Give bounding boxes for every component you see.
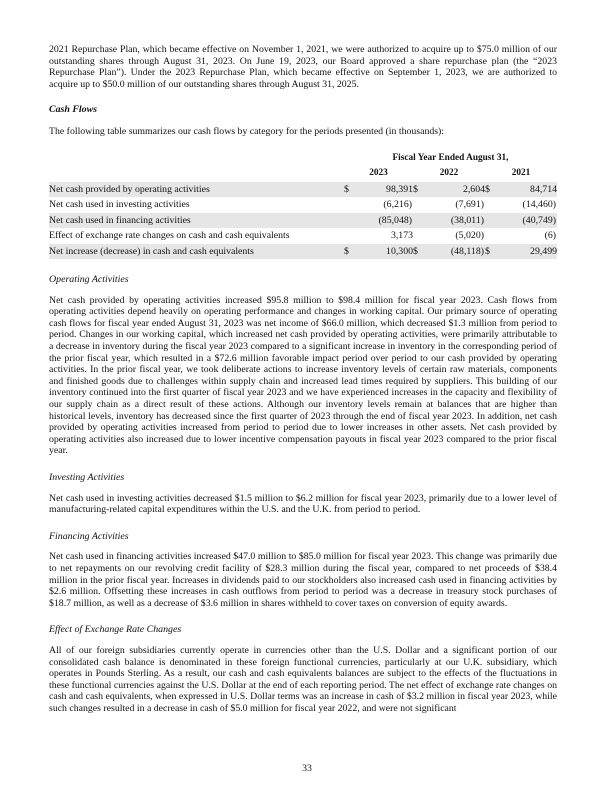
row-label: Net increase (decrease) in cash and cash equivalents (49, 244, 344, 260)
currency-symbol: $ (413, 182, 429, 198)
cash-flows-table-body (49, 182, 557, 260)
value-2023: 98,391 (357, 182, 413, 198)
cash-flows-table-header (49, 151, 557, 182)
currency-symbol (485, 228, 503, 244)
currency-symbol: $ (344, 244, 357, 260)
value-2022: (7,691) (455, 199, 484, 211)
value-2021: 84,714 (503, 182, 557, 198)
table-year-row (49, 166, 557, 182)
currency-symbol (485, 197, 503, 213)
paragraph-exchange-rate-changes: All of our foreign subsidiaries currently operate in currencies other than the U.S. Dollar and a significant portion of our consolidated cash balance is denominated in these foreign functional currencies, particularly at our U.K. subsidiary, which operates in Pounds Sterling. As a result, our cash and cash equivalents balances are subject to the effects of the fluctuations in these functional currencies against the U.S. Dollar at the end of each reporting period. The net effect of exchange rate changes on cash and cash equivalents, when expressed in U.S. Dollar terms was an increase in cash of $3.2 million in fiscal year 2023, while such changes resulted in a decrease in cash of $5.0 million for fiscal year 2022, and were not significant (49, 644, 557, 714)
currency-symbol (413, 228, 429, 244)
page-number: 33 (302, 763, 312, 774)
value-2023: (85,048) (357, 213, 413, 229)
paragraph-operating-activities: Net cash provided by operating activities increased $95.8 million to $98.4 million for fiscal year 2023. Cash flows from operating activities depend heavily on operating performance and changes in working capital. Our primary source of operating cash flows for fiscal year ended August 31, 2023 was net income of $66.0 million, which decreased $1.3 million from period to period. Changes in our working capital, which increased net cash provided by operating activities, were primarily attributable to a decrease in inventory during the fiscal year 2023 compared to a significant increase in inventory in the corresponding period of the prior fiscal year, which resulted in a $72.6 million favorable impact period over period to our cash provided by operating activities. In the prior fiscal year, we took deliberate actions to increase inventory levels of certain raw materials, components and finished goods due to challenges within supply chain and increased lead times required by suppliers. This building of our inventory continued into the first quarter of fiscal year 2023 and we have experienced increases in the capacity and flexibility of our supply chain as a direct result of these actions. Although our inventory levels remain at balances that are higher than historical levels, inventory has decreased since the first quarter of 2023 through the end of fiscal year 2023. In addition, net cash provided by operating activities increased from period to period due to lower increases in other assets. Net cash provided by operating activities also increased due to lower incentive compensation payouts in fiscal year 2023 compared to the prior fiscal year. (49, 294, 557, 457)
currency-symbol (413, 197, 429, 213)
row-label: Effect of exchange rate changes on cash and cash equivalents (49, 230, 290, 242)
currency-symbol (344, 228, 357, 244)
value-2022: 2,604 (429, 182, 485, 198)
table-row-operating (49, 182, 557, 198)
value-2021: (14,460) (522, 199, 556, 211)
paragraph-investing-activities: Net cash used in investing activities decreased $1.5 million to $6.2 million for fiscal year 2023, primarily due to a lower level of manufacturing-related capital expenditures within the U.S. and the U.K. from period to period. (49, 492, 557, 516)
header-spacer (49, 166, 344, 182)
row-label: Net cash used in financing activities (49, 213, 344, 229)
value-2021: 29,499 (503, 244, 557, 260)
table-year-2021: 2021 (511, 168, 531, 179)
heading-exchange-rate-changes: Effect of Exchange Rate Changes (49, 624, 182, 636)
section-investing-activities (49, 472, 557, 516)
value-2023: 10,300 (357, 244, 413, 260)
table-header-group-row (49, 151, 557, 167)
value-2022: (38,011) (429, 213, 485, 229)
section-financing-activities (49, 531, 557, 610)
table-row-net-increase (49, 244, 557, 260)
value-2023: (6,216) (383, 199, 412, 211)
currency-symbol: $ (413, 244, 429, 260)
currency-symbol: $ (344, 182, 357, 198)
cash-flows-table (49, 151, 557, 260)
cash-flows-table-intro: The following table summarizes our cash flows by category for the periods presented (in thousands): (49, 125, 445, 137)
table-year-2022: 2022 (439, 168, 459, 179)
table-year-2023: 2023 (369, 168, 388, 179)
value-2022: (48,118) (429, 244, 485, 260)
table-row-investing (49, 197, 557, 213)
table-header-fiscal-year: Fiscal Year Ended August 31, (392, 152, 509, 163)
heading-financing-activities: Financing Activities (49, 530, 129, 542)
value-2023: 3,173 (390, 230, 413, 242)
value-2022: (5,020) (455, 230, 484, 242)
table-row-financing (49, 213, 557, 229)
row-label: Net cash provided by operating activities (49, 182, 344, 198)
heading-investing-activities: Investing Activities (49, 471, 125, 483)
currency-symbol (344, 197, 357, 213)
paragraph-financing-activities: Net cash used in financing activities increased $47.0 million to $85.0 million for fiscal year 2023. This change was primarily due to net repayments on our revolving credit facility of $28.3 million during the fiscal year, compared to net proceeds of $38.4 million in the prior fiscal year. Increases in dividends paid to our stockholders also increased cash used in financing activities by $2.6 million. Offsetting these increases in cash outflows from period to period was a decrease in treasury stock purchases of $18.7 million, as well as a decrease of $3.6 million in shares withheld to cover taxes on conversion of equity awards. (49, 551, 557, 609)
currency-symbol (413, 213, 429, 229)
value-2021: (6) (544, 230, 556, 242)
currency-symbol (344, 213, 357, 229)
table-row-exchange-rate (49, 228, 557, 244)
heading-cash-flows: Cash Flows (49, 104, 98, 116)
value-2021: (40,749) (503, 213, 557, 229)
row-label: Net cash used in investing activities (49, 199, 190, 211)
currency-symbol (485, 213, 503, 229)
currency-symbol: $ (485, 244, 503, 260)
section-operating-activities (49, 274, 557, 457)
paragraph-repurchase-plan: 2021 Repurchase Plan, which became effective on November 1, 2021, we were authorized to acquire up to $75.0 million of our outstanding shares through August 31, 2023. On June 19, 2023, our Board approved a share repurchase plan (the “2023 Repurchase Plan”). Under the 2023 Repurchase Plan, which became effective on September 1, 2023, we are authorized to acquire up to $50.0 million of our outstanding shares through August 31, 2025. (49, 44, 557, 90)
header-spacer (49, 151, 344, 167)
heading-operating-activities: Operating Activities (49, 274, 129, 286)
currency-symbol: $ (485, 182, 503, 198)
section-exchange-rate-changes (49, 624, 557, 714)
